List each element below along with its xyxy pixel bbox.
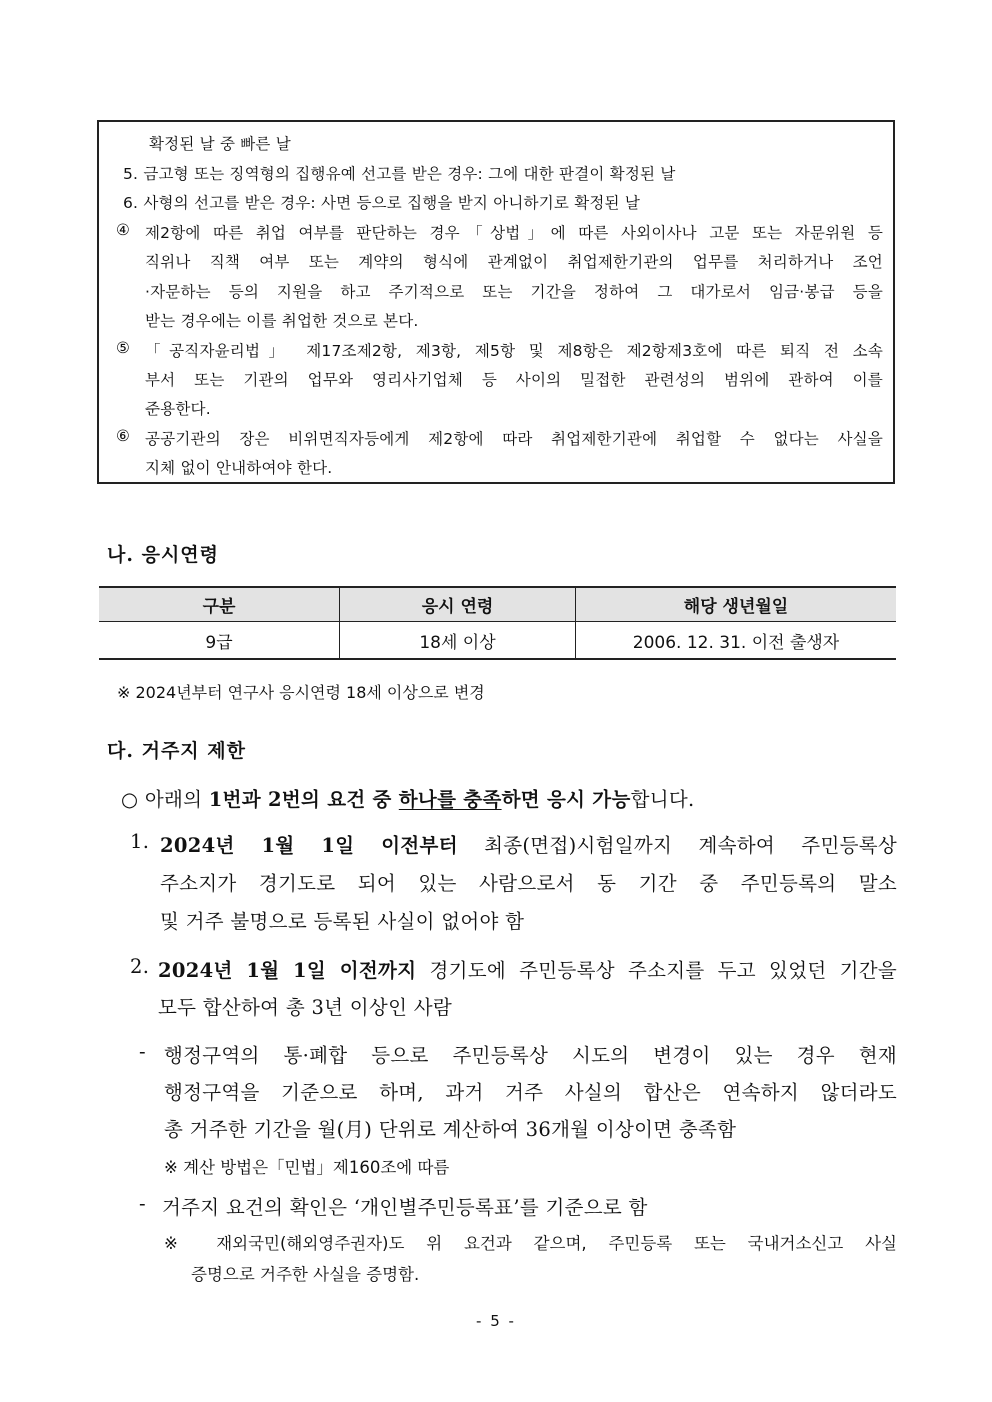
section-heading-age: 나. 응시연령: [107, 544, 219, 566]
item-2-bold: 2024년 1월 1일 이전까지: [158, 959, 417, 982]
table-cell: 18세 이상: [340, 622, 576, 660]
overseas-note: 증명으로 거주한 사실을 증명함.: [191, 1265, 420, 1284]
item-1-line: 주소지가 경기도로 되어 있는 사람으로서 동 기간 중 주민등록의 말소: [160, 872, 897, 895]
intro-bold-underlined: 하나를 충족: [398, 788, 502, 811]
item-2-line: [158, 955, 897, 983]
column-header: 응시 연령: [340, 587, 576, 622]
residence-intro: [121, 784, 695, 812]
law-item-6: 6. 사형의 선고를 받은 경우: 사면 등으로 집행을 받지 아니하기로 확정된 날: [123, 194, 641, 212]
table-header-row: [99, 587, 896, 622]
item-1-number: 1.: [130, 830, 150, 853]
table-cell: 2006. 12. 31. 이전 출생자: [576, 622, 897, 660]
paragraph-4-line: 제2항에 따른 취업 여부를 판단하는 경우「상법」에 따른 사외이사나 고문 또는 자문위원 등: [145, 224, 883, 242]
paragraph-5-line: 부서 또는 기관의 업무와 영리사기업체 등 사이의 밀접한 관련성의 범위에 관하여 이를: [145, 371, 883, 389]
item-2-text: 경기도에 주민등록상 주소지를 두고 있었던 기간을: [416, 959, 898, 982]
paragraph-5-line: 준용한다.: [145, 400, 211, 418]
page-number: - 5 -: [476, 1312, 516, 1330]
item-1-bold: 2024년 1월 1일 이전부터: [160, 834, 458, 857]
paragraph-4-line: 직위나 직책 여부 또는 계약의 형식에 관계없이 취업제한기관의 업무를 처리하거나 조언: [145, 253, 883, 271]
dash-marker: -: [139, 1040, 146, 1063]
age-note: ※ 2024년부터 연구사 응시연령 18세 이상으로 변경: [117, 683, 485, 702]
paragraph-4-line: 받는 경우에는 이를 취업한 것으로 본다.: [145, 312, 419, 330]
section-heading-residence: 다. 거주지 제한: [107, 740, 246, 762]
item-2-line: 모두 합산하여 총 3년 이상인 사람: [158, 996, 452, 1019]
dash-1-line: 행정구역을 기준으로 하며, 과거 거주 사실의 합산은 연속하지 않더라도: [164, 1081, 897, 1104]
paragraph-5-marker: ⑤: [116, 339, 130, 357]
intro-suffix: 합니다.: [630, 788, 695, 811]
item-1-line: [160, 830, 897, 858]
column-header: 해당 생년월일: [576, 587, 897, 622]
calculation-note: ※ 계산 방법은「민법」제160조에 따름: [164, 1158, 450, 1177]
paragraph-4-line: ·자문하는 등의 지원을 하고 주기적으로 또는 기간을 정하여 그 대가로서 임금·봉급 등을: [145, 283, 883, 301]
dash-marker: -: [139, 1192, 146, 1215]
intro-bold: 하면 응시 가능: [501, 788, 631, 811]
paragraph-6-line: 지체 없이 안내하여야 한다.: [145, 459, 333, 477]
table-cell: 9급: [99, 622, 340, 660]
dash-2-line: 거주지 요건의 확인은 ‘개인별주민등록표’를 기준으로 함: [162, 1196, 648, 1219]
column-header: 구분: [99, 587, 340, 622]
dash-1-line: 행정구역의 통·폐합 등으로 주민등록상 시도의 변경이 있는 경우 현재: [164, 1044, 897, 1067]
intro-prefix: ○ 아래의: [121, 788, 209, 811]
age-requirement-table: [99, 586, 896, 660]
law-item-5: 5. 금고형 또는 징역형의 집행유예 선고를 받은 경우: 그에 대한 판결이 확정된 날: [123, 165, 676, 183]
table-row: [99, 622, 896, 660]
paragraph-6-line: 공공기관의 장은 비위면직자등에게 제2항에 따라 취업제한기관에 취업할 수 없다는 사실을: [145, 430, 883, 448]
paragraph-6-marker: ⑥: [116, 427, 130, 445]
item-1-text: 최종(면접)시험일까지 계속하여 주민등록상: [457, 834, 897, 857]
paragraph-4-marker: ④: [116, 221, 130, 239]
item-1-line: 및 거주 불명으로 등록된 사실이 없어야 함: [160, 910, 525, 933]
intro-bold: 1번과 2번의 요건 중: [208, 788, 399, 811]
law-continuation-line: 확정된 날 중 빠른 날: [149, 135, 291, 153]
paragraph-5-line: 「공직자윤리법」 제17조제2항, 제3항, 제5항 및 제8항은 제2항제3호에 따른 퇴직 전 소속: [145, 342, 883, 360]
dash-1-line: 총 거주한 기간을 월(月) 단위로 계산하여 36개월 이상이면 충족함: [164, 1118, 737, 1141]
overseas-note: ※ 재외국민(해외영주권자)도 위 요건과 같으며, 주민등록 또는 국내거소신고 사실: [164, 1234, 897, 1253]
item-2-number: 2.: [130, 955, 150, 978]
